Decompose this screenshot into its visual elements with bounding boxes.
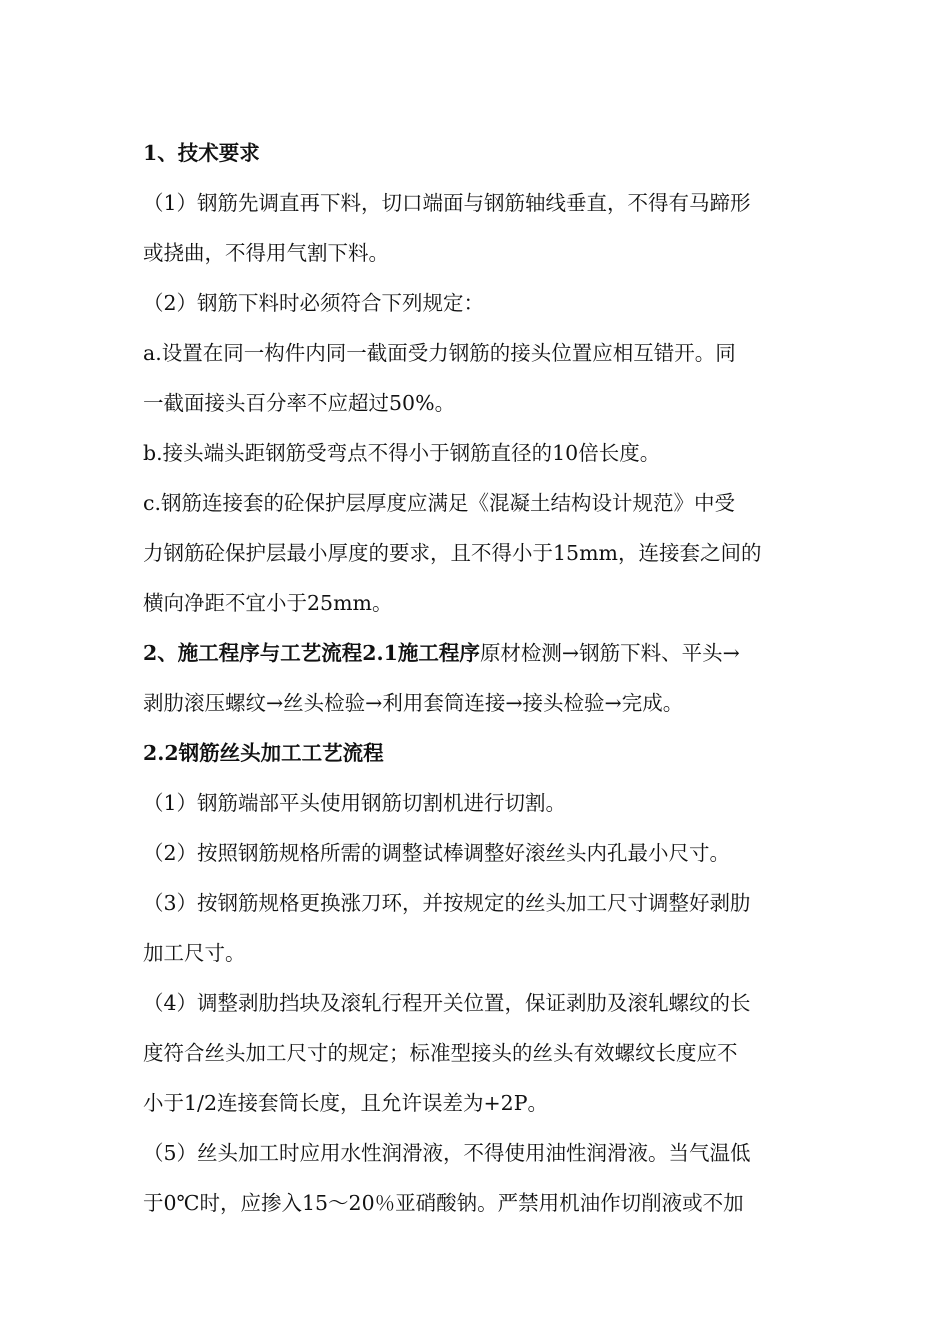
step-3 [143, 878, 808, 978]
step-3-line-2: 加工尺寸。 [143, 941, 246, 965]
paragraph-1 [143, 178, 808, 278]
heading-construction-procedure: 2、施工程序与工艺流程2.1施工程序 [143, 641, 480, 665]
step-2: （2）按照钢筋规格所需的调整试棒调整好滚丝头内孔最小尺寸。 [143, 841, 731, 865]
step-4-line-3: 小于1/2连接套筒长度，且允许误差为+2P。 [143, 1091, 549, 1115]
step-5 [143, 1128, 808, 1228]
flow-line-2: 剥肋滚压螺纹→丝头检验→利用套筒连接→接头检验→完成。 [143, 691, 684, 715]
heading-thread-process: 2.2钢筋丝头加工工艺流程 [143, 741, 384, 765]
step-4-line-1: （4）调整剥肋挡块及滚轧行程开关位置，保证剥肋及滚轧螺纹的长 [143, 991, 751, 1015]
step-1: （1）钢筋端部平头使用钢筋切割机进行切割。 [143, 791, 567, 815]
heading-technical-requirements: 1、技术要求 [143, 141, 260, 165]
step-5-line-2: 于0℃时，应掺入15～20％亚硝酸钠。严禁用机油作切削液或不加 [143, 1191, 744, 1215]
paragraph-2: （2）钢筋下料时必须符合下列规定： [143, 291, 485, 315]
item-c-line-2: 力钢筋砼保护层最小厚度的要求，且不得小于15mm，连接套之间的 [143, 541, 762, 565]
document-body [143, 128, 808, 1228]
item-a-line-2: 一截面接头百分率不应超过50%。 [143, 391, 456, 415]
item-a-line-1: a.设置在同一构件内同一截面受力钢筋的接头位置应相互错开。同 [143, 341, 736, 365]
step-3-line-1: （3）按钢筋规格更换涨刀环，并按规定的丝头加工尺寸调整好剥肋 [143, 891, 751, 915]
item-c [143, 478, 808, 628]
item-a [143, 328, 808, 428]
step-4-line-2: 度符合丝头加工尺寸的规定；标准型接头的丝头有效螺纹长度应不 [143, 1041, 738, 1065]
item-c-line-3: 横向净距不宜小于25mm。 [143, 591, 393, 615]
flow-line-1: 原材检测→钢筋下料、平头→ [479, 641, 740, 665]
step-5-line-1: （5）丝头加工时应用水性润滑液，不得使用油性润滑液。当气温低 [143, 1141, 751, 1165]
paragraph-1-line-2: 或挠曲，不得用气割下料。 [143, 241, 389, 265]
paragraph-1-line-1: （1）钢筋先调直再下料，切口端面与钢筋轴线垂直，不得有马蹄形 [143, 191, 751, 215]
step-4 [143, 978, 808, 1128]
section-2-line-1 [143, 628, 808, 678]
item-c-line-1: c.钢筋连接套的砼保护层厚度应满足《混凝土结构设计规范》中受 [143, 491, 735, 515]
item-b: b.接头端头距钢筋受弯点不得小于钢筋直径的10倍长度。 [143, 441, 661, 465]
section-2 [143, 628, 808, 728]
